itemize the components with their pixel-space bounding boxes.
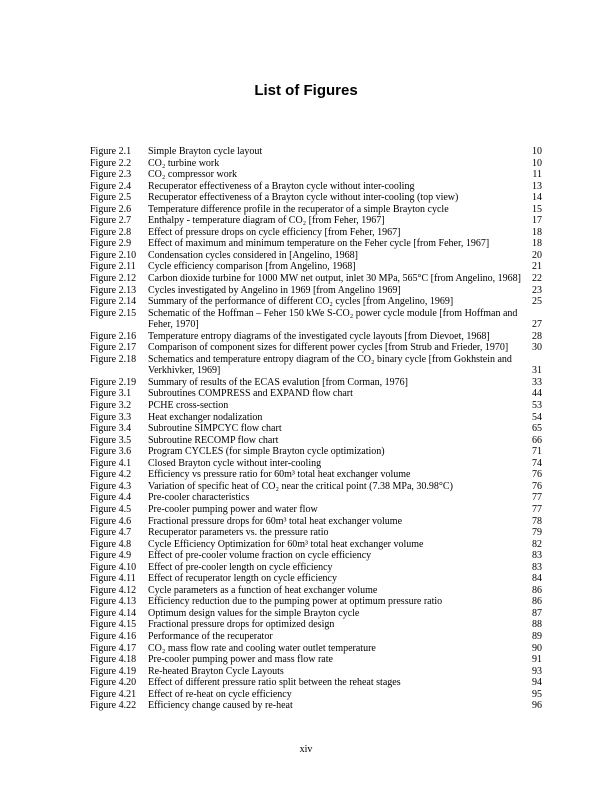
figure-number-label: Figure 4.22 xyxy=(90,700,137,712)
figure-page-number: 86 xyxy=(532,584,542,596)
figure-list-entry xyxy=(90,181,542,193)
figure-list-entry xyxy=(90,596,542,608)
figure-page-number: 78 xyxy=(532,515,542,527)
figure-title: Carbon dioxide turbine for 1000 MW net output, inlet 30 MPa, 565°C [from Angelino, 1968] xyxy=(148,273,521,285)
figure-list-entry xyxy=(90,608,542,620)
figure-number-label: Figure 4.8 xyxy=(90,538,132,550)
figure-number-label: Figure 4.9 xyxy=(90,550,132,562)
figure-title: Pre-cooler pumping power and water flow xyxy=(148,503,318,515)
figure-title: Cycle parameters as a function of heat exchanger volume xyxy=(148,584,378,596)
figure-list-entry xyxy=(90,689,542,701)
figure-page-number: 44 xyxy=(532,388,542,400)
figure-title: Temperature entropy diagrams of the investigated cycle layouts [from Dievoet, 1968] xyxy=(148,330,490,342)
figure-title: Pre-cooler characteristics xyxy=(148,492,250,504)
figure-list-entry xyxy=(90,550,542,562)
figure-list-entry xyxy=(90,516,542,528)
figure-number-label: Figure 3.4 xyxy=(90,423,132,435)
figure-title: Efficiency reduction due to the pumping power at optimum pressure ratio xyxy=(148,596,443,608)
figure-list-entry xyxy=(90,308,542,331)
figure-title: Cycle efficiency comparison [from Angelino, 1968] xyxy=(148,261,356,273)
figure-number-label: Figure 4.6 xyxy=(90,515,132,527)
figure-page-number: 71 xyxy=(532,446,542,458)
figure-title: CO₂ compressor work xyxy=(148,169,238,181)
figure-page-number: 18 xyxy=(532,238,542,250)
figure-title: CO₂ turbine work xyxy=(148,157,220,169)
figure-list-entry xyxy=(90,388,542,400)
figure-title: Cycle Efficiency Optimization for 60m³ total heat exchanger volume xyxy=(148,538,424,550)
footer-page-number: xiv xyxy=(299,744,313,755)
figure-page-number: 79 xyxy=(532,527,542,539)
figure-number-label: Figure 3.5 xyxy=(90,434,132,446)
figure-title: Re-heated Brayton Cycle Layouts xyxy=(148,665,284,677)
figure-title: Subroutines COMPRESS and EXPAND flow chart xyxy=(148,388,353,400)
figure-page-number: 76 xyxy=(532,469,542,481)
figure-page-number: 82 xyxy=(532,538,542,550)
figure-page-number: 14 xyxy=(532,192,542,204)
figure-title: PCHE cross-section xyxy=(148,400,229,412)
figure-list-entry xyxy=(90,273,542,285)
figure-number-label: Figure 2.6 xyxy=(90,203,132,215)
figure-list-entry xyxy=(90,643,542,655)
figure-number-label: Figure 2.8 xyxy=(90,226,132,238)
figure-number-label: Figure 2.11 xyxy=(90,261,136,273)
figure-title: Summary of results of the ECAS evalution [from Corman, 1976] xyxy=(148,376,408,388)
figure-page-number: 20 xyxy=(532,249,542,261)
figure-page-number: 76 xyxy=(532,480,542,492)
figure-number-label: Figure 3.3 xyxy=(90,411,132,423)
figure-title: Heat exchanger nodalization xyxy=(148,411,263,423)
figure-number-label: Figure 3.1 xyxy=(90,388,132,400)
figure-list-entry xyxy=(90,423,542,435)
figure-page-number: 11 xyxy=(532,169,542,181)
figure-page-number: 13 xyxy=(532,180,542,192)
figure-number-label: Figure 2.5 xyxy=(90,192,132,204)
figure-number-label: Figure 2.2 xyxy=(90,157,132,169)
figure-list-entry xyxy=(90,192,542,204)
figure-list-entry xyxy=(90,631,542,643)
figure-number-label: Figure 4.3 xyxy=(90,480,132,492)
figure-title: Schematic of the Hoffman – Feher 150 kWe S-CO₂ power cycle module [from Hoffman and Feher, 1970] xyxy=(148,307,518,331)
figure-list-entry xyxy=(90,169,542,181)
figure-list xyxy=(90,146,542,712)
figure-list-entry xyxy=(90,446,542,458)
figure-page-number: 90 xyxy=(532,642,542,654)
page-title: List of Figures xyxy=(254,82,358,99)
figure-list-entry xyxy=(90,458,542,470)
figure-list-entry xyxy=(90,435,542,447)
figure-title: Effect of recuperator length on cycle efficiency xyxy=(148,573,337,585)
figure-page-number: 15 xyxy=(532,203,542,215)
figure-number-label: Figure 2.15 xyxy=(90,307,137,319)
figure-number-label: Figure 2.1 xyxy=(90,146,132,157)
figure-page-number: 65 xyxy=(532,423,542,435)
figure-list-entry xyxy=(90,492,542,504)
figure-title: Enthalpy - temperature diagram of CO₂ [from Feher, 1967] xyxy=(148,215,385,227)
figure-page-number: 83 xyxy=(532,561,542,573)
figure-list-entry xyxy=(90,666,542,678)
figure-number-label: Figure 4.20 xyxy=(90,677,137,689)
figure-number-label: Figure 3.2 xyxy=(90,400,132,412)
figure-number-label: Figure 2.19 xyxy=(90,376,137,388)
figure-number-label: Figure 2.3 xyxy=(90,169,132,181)
figure-title: Recuperator effectiveness of a Brayton cycle without inter-cooling (top view) xyxy=(148,192,459,204)
figure-number-label: Figure 4.12 xyxy=(90,584,137,596)
figure-page-number: 86 xyxy=(532,596,542,608)
figure-page-number: 96 xyxy=(532,700,542,712)
figure-title: Cycles investigated by Angelino in 1969 [from Angelino 1969] xyxy=(148,284,401,296)
figure-page-number: 93 xyxy=(532,665,542,677)
figure-page-number: 18 xyxy=(532,226,542,238)
figure-number-label: Figure 4.13 xyxy=(90,596,137,608)
figure-page-number: 77 xyxy=(532,503,542,515)
figure-title: Fractional pressure drops for 60m³ total heat exchanger volume xyxy=(148,515,403,527)
figure-number-label: Figure 2.10 xyxy=(90,249,137,261)
figure-list-entry xyxy=(90,227,542,239)
figure-title: Effect of different pressure ratio split between the reheat stages xyxy=(148,677,401,689)
figure-list-entry xyxy=(90,215,542,227)
figure-title: Effect of pre-cooler length on cycle efficiency xyxy=(148,561,333,573)
figure-list-entry xyxy=(90,204,542,216)
figure-number-label: Figure 2.16 xyxy=(90,330,137,342)
figure-title: Subroutine RECOMP flow chart xyxy=(148,434,279,446)
figure-number-label: Figure 4.4 xyxy=(90,492,132,504)
figure-list-entry xyxy=(90,585,542,597)
figure-list-entry xyxy=(90,469,542,481)
figure-list-entry xyxy=(90,412,542,424)
figure-page-number: 23 xyxy=(532,284,542,296)
figure-title: Closed Brayton cycle without inter-cooling xyxy=(148,457,322,469)
figure-number-label: Figure 4.18 xyxy=(90,654,137,666)
figure-list-entry xyxy=(90,296,542,308)
figure-number-label: Figure 4.15 xyxy=(90,619,137,631)
figure-number-label: Figure 2.14 xyxy=(90,296,137,308)
figure-number-label: Figure 2.17 xyxy=(90,342,137,354)
figure-number-label: Figure 2.13 xyxy=(90,284,137,296)
figure-list-entry xyxy=(90,285,542,297)
figure-title: Optimum design values for the simple Brayton cycle xyxy=(148,607,360,619)
figure-list-entry xyxy=(90,400,542,412)
figure-number-label: Figure 4.14 xyxy=(90,607,137,619)
figure-number-label: Figure 4.7 xyxy=(90,527,132,539)
figure-page-number: 27 xyxy=(532,319,542,331)
figure-number-label: Figure 4.19 xyxy=(90,665,137,677)
figure-list-entry xyxy=(90,677,542,689)
figure-title: Pre-cooler pumping power and mass flow rate xyxy=(148,654,333,666)
figure-list-entry xyxy=(90,539,542,551)
figure-page-number: 74 xyxy=(532,457,542,469)
figure-title: Temperature difference profile in the recuperator of a simple Brayton cycle xyxy=(148,203,449,215)
figure-page-number: 89 xyxy=(532,630,542,642)
figure-page-number: 88 xyxy=(532,619,542,631)
figure-list-entry xyxy=(90,342,542,354)
figure-number-label: Figure 2.7 xyxy=(90,215,132,227)
figure-list-entry xyxy=(90,562,542,574)
figure-page-number: 17 xyxy=(532,215,542,227)
figure-page-number: 10 xyxy=(532,157,542,169)
figure-title: Program CYCLES (for simple Brayton cycle optimization) xyxy=(148,446,385,458)
figure-title: Fractional pressure drops for optimized design xyxy=(148,619,335,631)
figure-number-label: Figure 2.4 xyxy=(90,180,132,192)
figure-list-entry xyxy=(90,158,542,170)
figure-page-number: 28 xyxy=(532,330,542,342)
figure-title: Recuperator parameters vs. the pressure ratio xyxy=(148,527,329,539)
figure-title: Simple Brayton cycle layout xyxy=(148,146,263,157)
figure-list-entry xyxy=(90,700,542,712)
figure-number-label: Figure 4.17 xyxy=(90,642,137,654)
figure-number-label: Figure 4.1 xyxy=(90,457,132,469)
figure-title: Schematics and temperature entropy diagram of the CO₂ binary cycle [from Gokhstein and Verkhivker, 1969] xyxy=(148,353,512,377)
figure-number-label: Figure 4.2 xyxy=(90,469,132,481)
figure-page-number: 30 xyxy=(532,342,542,354)
figure-list-entry xyxy=(90,654,542,666)
figure-page-number: 95 xyxy=(532,688,542,700)
figure-number-label: Figure 4.5 xyxy=(90,503,132,515)
figure-page-number: 94 xyxy=(532,677,542,689)
figure-page-number: 54 xyxy=(532,411,542,423)
figure-page-number: 53 xyxy=(532,400,542,412)
figure-page-number: 87 xyxy=(532,607,542,619)
figure-list-entry xyxy=(90,481,542,493)
figure-title: Effect of maximum and minimum temperature on the Feher cycle [from Feher, 1967] xyxy=(148,238,490,250)
figure-title: Comparison of component sizes for different power cycles [from Strub and Frieder, 1970] xyxy=(148,342,509,354)
figure-page-number: 31 xyxy=(532,365,542,377)
figure-page-number: 84 xyxy=(532,573,542,585)
figure-title: Condensation cycles considered in [Angelino, 1968] xyxy=(148,249,358,261)
figure-title: Effect of re-heat on cycle efficiency xyxy=(148,688,292,700)
figure-title: Variation of specific heat of CO₂ near the critical point (7.38 MPa, 30.98°C) xyxy=(148,480,453,492)
figure-list-entry xyxy=(90,527,542,539)
figure-list-entry xyxy=(90,354,542,377)
figure-list-entry xyxy=(90,146,542,158)
figure-list-entry xyxy=(90,619,542,631)
figure-list-entry xyxy=(90,573,542,585)
figure-list-entry xyxy=(90,238,542,250)
figure-list-entry xyxy=(90,261,542,273)
figure-page-number: 25 xyxy=(532,296,542,308)
figure-title: Efficiency vs pressure ratio for 60m³ total heat exchanger volume xyxy=(148,469,411,481)
figure-title: Recuperator effectiveness of a Brayton cycle without inter-cooling xyxy=(148,180,415,192)
figure-page-number: 21 xyxy=(532,261,542,273)
figure-title: Effect of pressure drops on cycle efficiency [from Feher, 1967] xyxy=(148,226,401,238)
figure-list-entry xyxy=(90,250,542,262)
figure-page-number: 10 xyxy=(532,146,542,157)
figure-number-label: Figure 4.10 xyxy=(90,561,137,573)
figure-list-entry xyxy=(90,377,542,389)
figure-title: CO₂ mass flow rate and cooling water outlet temperature xyxy=(148,642,376,654)
figure-number-label: Figure 2.9 xyxy=(90,238,132,250)
figure-number-label: Figure 4.11 xyxy=(90,573,136,585)
figure-number-label: Figure 2.12 xyxy=(90,273,137,285)
figure-page-number: 77 xyxy=(532,492,542,504)
figure-number-label: Figure 3.6 xyxy=(90,446,132,458)
figure-title: Effect of pre-cooler volume fraction on cycle efficiency xyxy=(148,550,372,562)
figure-title: Subroutine SIMPCYC flow chart xyxy=(148,423,282,435)
figure-list-entry xyxy=(90,331,542,343)
figure-page-number: 83 xyxy=(532,550,542,562)
figure-page-number: 22 xyxy=(532,273,542,285)
figure-title: Efficiency change caused by re-heat xyxy=(148,700,293,712)
figure-title: Summary of the performance of different CO₂ cycles [from Angelino, 1969] xyxy=(148,296,454,308)
figure-number-label: Figure 4.16 xyxy=(90,630,137,642)
figure-number-label: Figure 4.21 xyxy=(90,688,137,700)
figure-list-entry xyxy=(90,504,542,516)
figure-page-number: 91 xyxy=(532,654,542,666)
figure-number-label: Figure 2.18 xyxy=(90,353,137,365)
figure-page-number: 66 xyxy=(532,434,542,446)
figure-page-number: 33 xyxy=(532,376,542,388)
figure-title: Performance of the recuperator xyxy=(148,630,273,642)
